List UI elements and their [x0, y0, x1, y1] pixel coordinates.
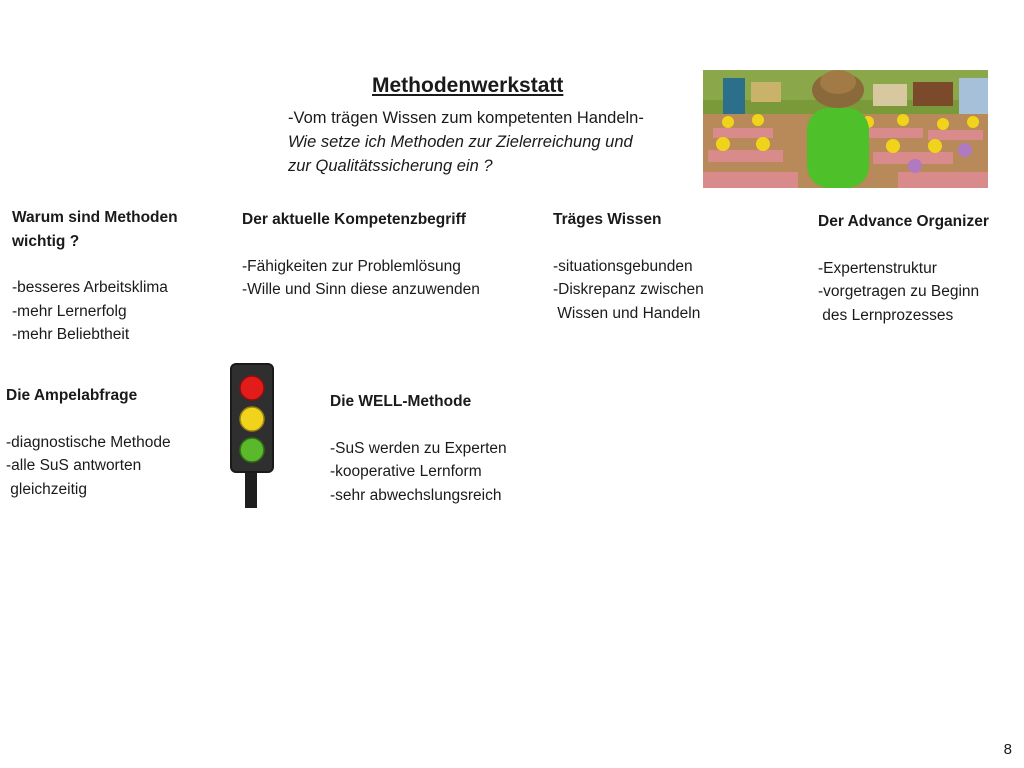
list-item: Wissen und Handeln — [553, 304, 701, 322]
section-warum-list — [12, 276, 178, 347]
list-item: -mehr Beliebtheit — [12, 326, 130, 343]
list-item: -Expertenstruktur — [818, 259, 937, 277]
traffic-light-icon — [230, 362, 274, 508]
list-item: -mehr Lernerfolg — [12, 302, 127, 320]
classroom-cartoon-image — [703, 70, 988, 188]
section-warum — [12, 206, 178, 347]
subtitle-line-1: -Vom trägen Wissen zum kompetenten Handeln- — [288, 109, 644, 127]
subtitle-line-3: zur Qualitätssicherung ein ? — [288, 157, 493, 175]
section-kompetenz-heading: Der aktuelle Kompetenzbegriff — [242, 211, 466, 228]
list-item: gleichzeitig — [6, 480, 87, 498]
section-well-heading: Die WELL-Methode — [330, 393, 472, 410]
list-item: -Wille und Sinn diese anzuwenden — [242, 281, 480, 298]
list-item: des Lernprozesses — [818, 306, 954, 324]
section-warum-heading: Warum sind Methoden wichtig ? — [12, 209, 178, 250]
section-advance-heading: Der Advance Organizer — [818, 213, 989, 230]
section-traeges-heading: Träges Wissen — [553, 211, 662, 228]
list-item: -Fähigkeiten zur Problemlösung — [242, 257, 461, 275]
subtitle-line-2: Wie setze ich Methoden zur Zielerreichung und — [288, 133, 633, 151]
section-traeges-wissen — [553, 208, 704, 325]
section-traeges-list — [553, 255, 704, 326]
list-item: -alle SuS antworten — [6, 457, 142, 474]
section-ampel-list — [6, 431, 171, 502]
list-item: -kooperative Lernform — [330, 463, 482, 480]
page-title: Methodenwerkstatt — [372, 74, 564, 97]
section-well-list — [330, 437, 507, 508]
list-item: -situationsgebunden — [553, 257, 693, 275]
section-advance-organizer — [818, 210, 989, 327]
section-kompetenz — [242, 208, 480, 302]
section-kompetenz-list — [242, 255, 480, 302]
list-item: -diagnostische Methode — [6, 433, 171, 451]
list-item: -sehr abwechslungsreich — [330, 486, 502, 504]
section-ampel-heading: Die Ampelabfrage — [6, 387, 138, 404]
section-advance-list — [818, 257, 989, 328]
subtitle — [288, 106, 644, 178]
list-item: -vorgetragen zu Beginn — [818, 283, 980, 300]
section-ampelabfrage — [6, 384, 171, 501]
list-item: -besseres Arbeitsklima — [12, 279, 168, 296]
section-well-methode — [330, 390, 507, 507]
list-item: -Diskrepanz zwischen — [553, 281, 704, 298]
page-number: 8 — [1003, 741, 1012, 758]
list-item: -SuS werden zu Experten — [330, 439, 507, 457]
